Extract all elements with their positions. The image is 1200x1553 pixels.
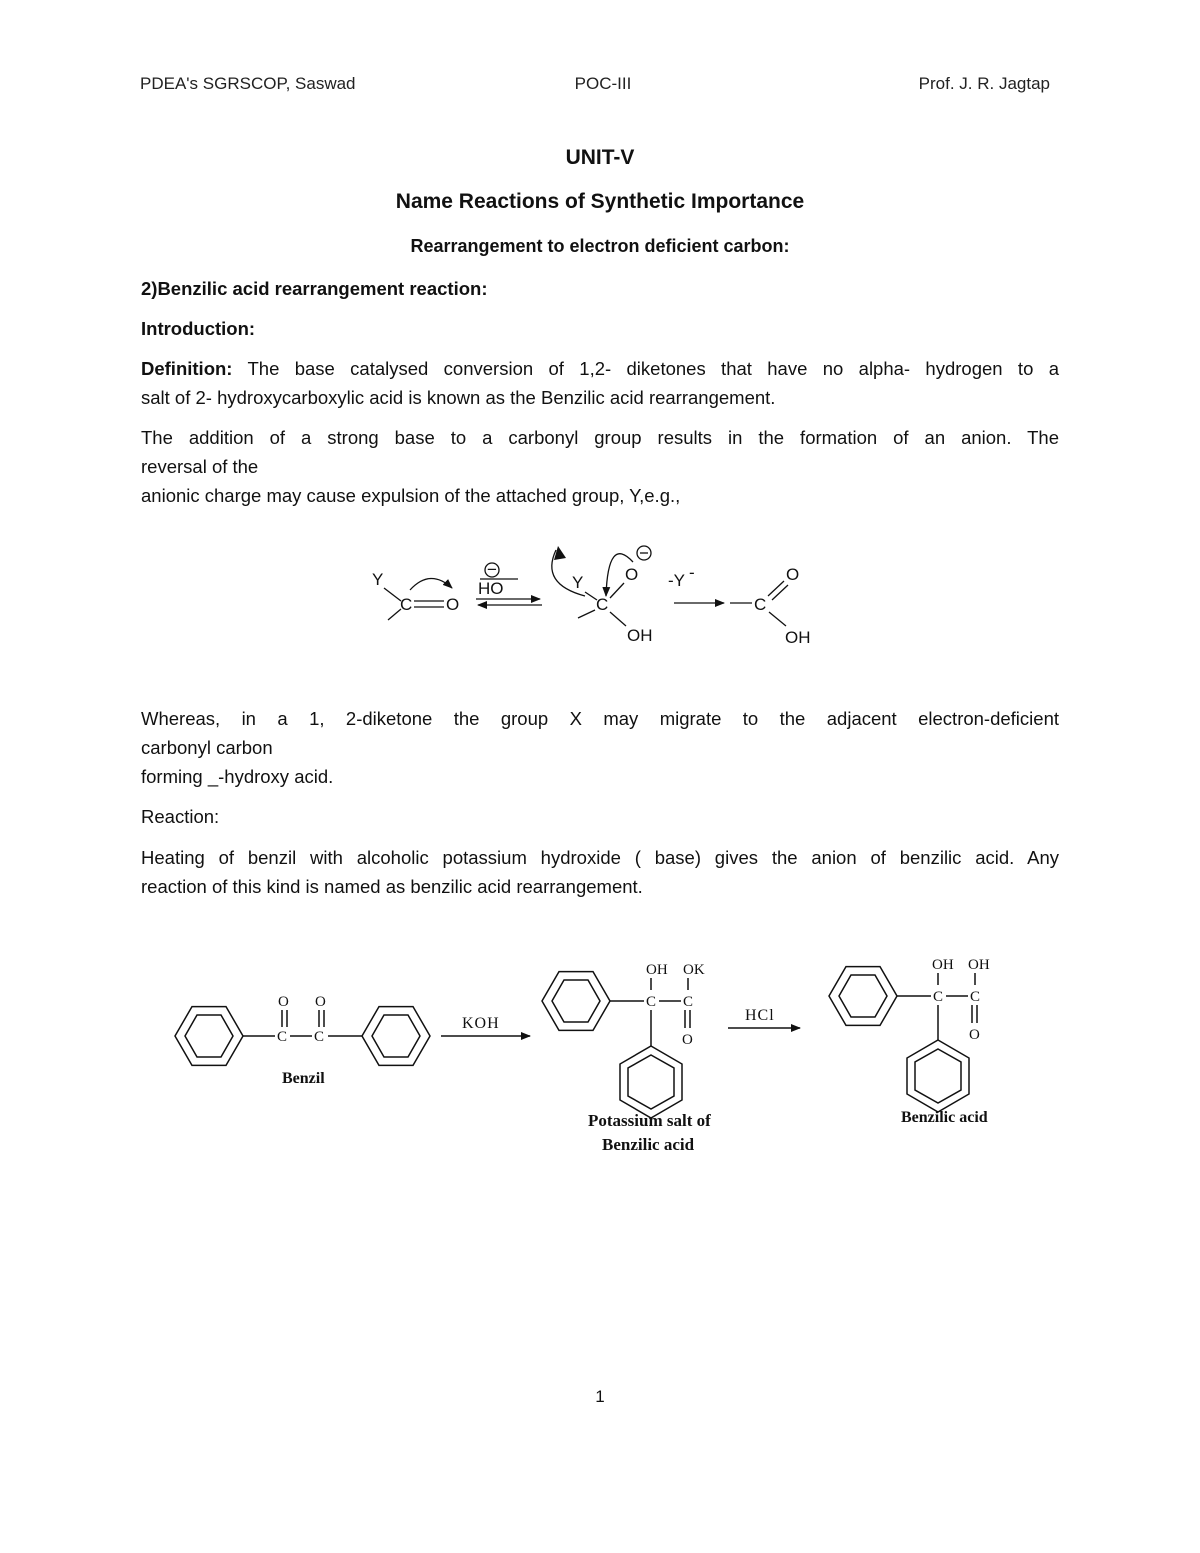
paragraph-migration-line-3: forming _-hydroxy acid. bbox=[141, 766, 334, 787]
scheme1-reagent: HO bbox=[478, 579, 504, 598]
scheme1-arrowhead-2 bbox=[554, 546, 566, 560]
subtitle: Rearrangement to electron deficient carbon: bbox=[410, 236, 790, 256]
acid-c2: C bbox=[970, 989, 981, 1005]
salt-o: O bbox=[682, 1032, 693, 1048]
salt-c1: C bbox=[646, 994, 657, 1010]
scheme1-o3: O bbox=[786, 565, 800, 584]
scheme-1 bbox=[372, 546, 811, 647]
benzil-o1: O bbox=[278, 994, 289, 1010]
salt-ring-top-inner bbox=[552, 980, 600, 1022]
unit-heading: UNIT-V bbox=[565, 146, 635, 169]
definition-label: Definition: bbox=[141, 358, 233, 379]
acid-label: Benzilic acid bbox=[901, 1109, 988, 1126]
scheme1-y2: Y bbox=[572, 573, 584, 592]
page-title: Name Reactions of Synthetic Importance bbox=[395, 190, 805, 213]
scheme1-bond-r2 bbox=[578, 610, 595, 618]
salt-label-1: Potassium salt of bbox=[588, 1111, 711, 1130]
acid-ring-top-inner bbox=[839, 975, 887, 1017]
reaction-label: Reaction: bbox=[141, 806, 220, 827]
definition-line-2: salt of 2- hydroxycarboxylic acid is known as the Benzilic acid rearrangement. bbox=[141, 387, 776, 408]
scheme1-c3: C bbox=[754, 595, 767, 614]
paragraph-reaction-line-2: reaction of this kind is named as benzilic acid rearrangement. bbox=[141, 876, 643, 897]
acid-oh2: OH bbox=[968, 957, 990, 973]
scheme1-bond-y bbox=[384, 588, 401, 601]
scheme1-c2: C bbox=[596, 595, 609, 614]
scheme1-bond-oh bbox=[610, 612, 626, 626]
paragraph-anion-line-1: The addition of a strong base to a carbonyl group results in the formation of an anion. The bbox=[141, 427, 1059, 448]
paragraph-anion-line-2: reversal of the bbox=[141, 456, 259, 477]
salt-label-2: Benzilic acid bbox=[602, 1135, 695, 1154]
section-heading: 2)Benzilic acid rearrangement reaction: bbox=[141, 278, 488, 299]
benzil-ring-right-inner bbox=[372, 1015, 420, 1057]
reagent-koh: KOH bbox=[462, 1015, 500, 1032]
scheme1-oh: OH bbox=[627, 626, 653, 645]
acid-o: O bbox=[969, 1027, 980, 1043]
paragraph-anion-line-3: anionic charge may cause expulsion of the attached group, Y,e.g., bbox=[141, 485, 681, 506]
paragraph-reaction-line-1: Heating of benzil with alcoholic potassium hydroxide ( base) gives the anion of benzilic acid. Any bbox=[141, 847, 1059, 868]
acid-oh1: OH bbox=[932, 957, 954, 973]
benzil-c1: C bbox=[277, 1029, 288, 1045]
scheme1-c: C bbox=[400, 595, 413, 614]
benzil-o2: O bbox=[315, 994, 326, 1010]
acid-ring-bottom-inner bbox=[915, 1049, 961, 1103]
paragraph-migration-line-1: Whereas, in a 1, 2-diketone the group X may migrate to the adjacent electron-deficient bbox=[141, 708, 1059, 729]
scheme1-loss: -Y bbox=[668, 571, 685, 590]
salt-ring-bottom bbox=[620, 1046, 682, 1118]
scheme1-o: O bbox=[446, 595, 460, 614]
benzil-structure bbox=[175, 994, 430, 1087]
scheme1-minus: − bbox=[487, 560, 497, 579]
intro-label: Introduction: bbox=[141, 318, 256, 339]
header-right: Prof. J. R. Jagtap bbox=[918, 74, 1050, 93]
scheme1-double-bond-d bbox=[772, 585, 788, 600]
salt-ring-bottom-inner bbox=[628, 1055, 674, 1109]
paragraph-migration-line-2: carbonyl carbon bbox=[141, 737, 273, 758]
page-number: 1 bbox=[595, 1387, 605, 1406]
salt-ok: OK bbox=[683, 962, 705, 978]
scheme1-bond-oh3 bbox=[769, 612, 786, 626]
benzil-c2: C bbox=[314, 1029, 325, 1045]
scheme1-bond-o2 bbox=[610, 583, 624, 598]
reagent-hcl: HCl bbox=[745, 1007, 775, 1024]
definition-text-1: The base catalysed conversion of 1,2- diketones that have no alpha- hydrogen to a bbox=[247, 358, 1059, 379]
acid-c1: C bbox=[933, 989, 944, 1005]
benzilic-acid-structure bbox=[829, 957, 990, 1126]
scheme-2 bbox=[175, 957, 990, 1154]
scheme1-loss-sup: - bbox=[689, 563, 695, 582]
acid-ring-bottom bbox=[907, 1040, 969, 1112]
benzil-label: Benzil bbox=[282, 1070, 325, 1087]
salt-oh: OH bbox=[646, 962, 668, 978]
salt-c2: C bbox=[683, 994, 694, 1010]
scheme1-curved-arrow-1 bbox=[410, 578, 452, 590]
scheme1-o2: O bbox=[625, 565, 639, 584]
header-center: POC-III bbox=[574, 74, 632, 93]
header-left: PDEA's SGRSCOP, Saswad bbox=[140, 74, 356, 93]
benzil-ring-left-inner bbox=[185, 1015, 233, 1057]
potassium-salt-structure bbox=[542, 962, 711, 1154]
scheme1-oh3: OH bbox=[785, 628, 811, 647]
scheme1-y: Y bbox=[372, 570, 384, 589]
scheme1-double-bond-c bbox=[768, 581, 784, 596]
